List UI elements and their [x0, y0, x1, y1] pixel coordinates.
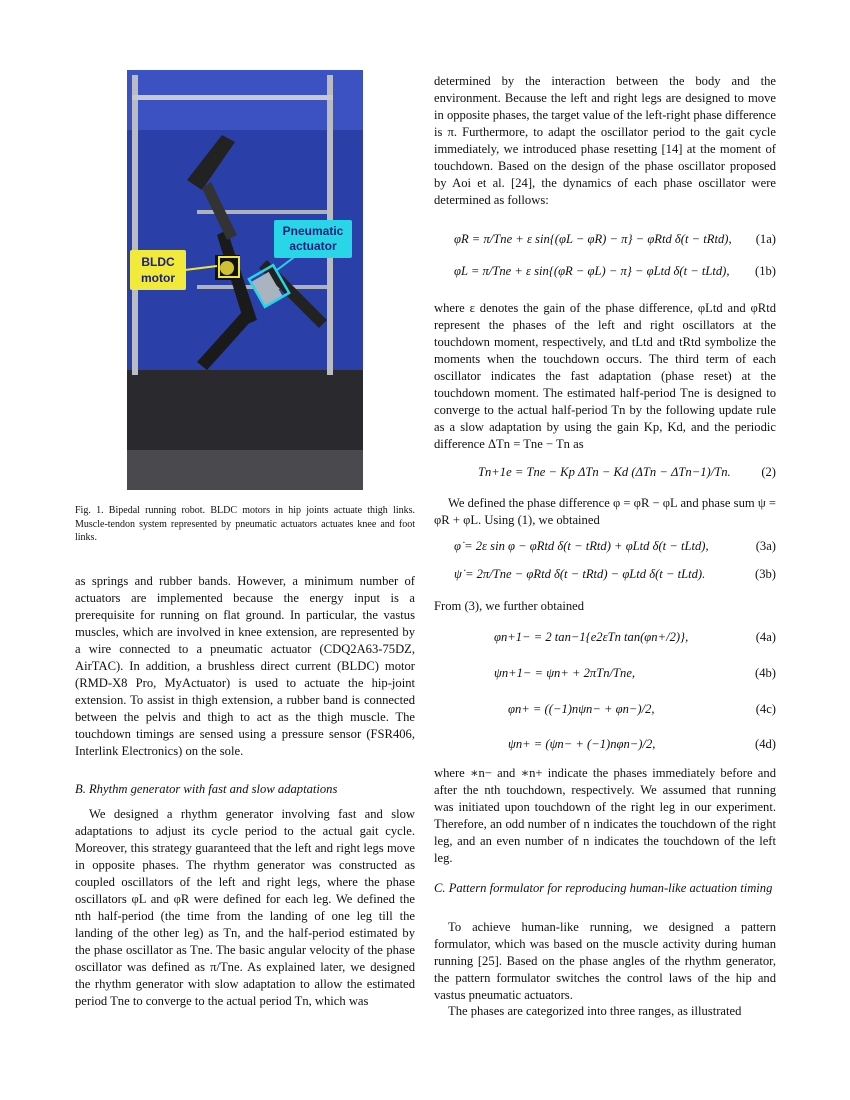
equation-1b-body: φ̇L = π/Tne + ε sin{(φR − φL) − π} − φLtd δ(t − tLtd),: [454, 264, 730, 278]
equation-4d-body: ψn+ = (ψn− + (−1)nφn−)/2,: [508, 737, 656, 751]
robot-photo: [127, 70, 363, 490]
right-paragraph-1: determined by the interaction between the body and the environment. Because the left and right legs are designed to move in opposite phases, the target value of the left-right phase difference is π. Furthermore, to adapt the oscillator period to the gait cycle immediately, we introduced phase resetting [14] at the moment of touchdown. Based on the design of the phase oscillator proposed by Aoi et al. [24], the dynamics of each phase oscillator were determined as follows:: [434, 74, 776, 207]
equation-2-number: (2): [761, 465, 776, 479]
equation-3b-body: ψ̇ = 2π/Tne − φRtd δ(t − tRtd) − φLtd δ(t − tLtd).: [454, 567, 706, 581]
equation-3a-body: φ̇ = 2ε sin φ − φRtd δ(t − tRtd) + φLtd δ(t − tLtd),: [454, 539, 709, 553]
section-c-heading: C. Pattern formulator for reproducing human-like actuation timing: [434, 881, 773, 895]
bldc-label-line2: motor: [141, 271, 175, 285]
equation-4a-body: φn+1− = 2 tan−1{e2εTn tan(φn+/2)},: [494, 630, 689, 644]
equation-4a: [434, 630, 776, 654]
equation-4a-number: (4a): [755, 630, 776, 644]
equation-4c-number: (4c): [755, 702, 776, 716]
right-paragraph-2-wrap: [434, 300, 776, 453]
right-paragraph-5: where ∗n− and ∗n+ indicate the phases immediately before and after the nth touchdown, respectively. We assumed that running was initiated upon touchdown of the right leg in our experiment. Therefore, an odd number of n indicates the touchdown of the right leg, and an even number of n indicates the touchdown of the left leg.: [434, 766, 776, 865]
equation-1b-number: (1b): [755, 264, 776, 278]
equation-4c-body: φn+ = ((−1)nψn− + φn−)/2,: [508, 702, 655, 716]
equation-4d-number: (4d): [755, 737, 776, 751]
pneumatic-label-line2: actuator: [289, 239, 337, 253]
equation-3b: [434, 567, 776, 591]
equation-1a-number: (1a): [755, 232, 776, 246]
left-column-top: [75, 573, 415, 760]
right-paragraph-4-wrap: [434, 598, 776, 615]
right-paragraph-7-wrap: [434, 1003, 776, 1020]
right-paragraph-3-wrap: [434, 495, 776, 529]
right-paragraph-4: From (3), we further obtained: [434, 599, 585, 613]
right-paragraph-1-wrap: [434, 73, 776, 209]
equation-4b-body: ψn+1− = ψn+ + 2πTn/Tne,: [494, 666, 636, 680]
right-paragraph-7: The phases are categorized into three ranges, as illustrated: [448, 1004, 742, 1018]
right-paragraph-5-wrap: [434, 765, 776, 867]
left-column-bottom: [75, 806, 415, 1010]
left-paragraph-2: We designed a rhythm generator involving fast and slow adaptations to adjust its cycle period to the actual gait cycle. Moreover, this strategy guaranteed that the left and right legs move in opposite phases. The rhythm generator was constructed as coupled oscillators of the left and right legs, where the phase oscillators φL and φR were defined for each leg. We defined the nth half-period (the time from the landing of one leg till the landing of the other leg) as Tn, and the half-period estimated by the phase oscillator as Tne. The basic angular velocity of the phase oscillator was defined as π/Tne. As explained later, we designed the rhythm generator with slow adaptation to allow the estimated period Tne to converge to the actual period Tn, which was: [75, 807, 415, 1008]
equation-1a: [434, 232, 776, 256]
right-paragraph-6: To achieve human-like running, we designed a pattern formulator, which was based on the muscle activity during human running [25]. Based on the phase angles of the rhythm generator, the pattern formulator switches the control laws of the hip and vastus pneumatic actuators.: [434, 920, 776, 1002]
equation-1a-body: φ̇R = π/Tne + ε sin{(φL − φR) − π} − φRtd δ(t − tRtd),: [454, 232, 732, 246]
equation-3a-number: (3a): [755, 539, 776, 553]
bldc-label-line1: BLDC: [141, 255, 175, 269]
figure-caption: Fig. 1. Bipedal running robot. BLDC motors in hip joints actuate thigh links. Muscle-tendon system represented by pneumatic actuators actuates knee and foot links.: [75, 505, 415, 543]
section-b-heading: B. Rhythm generator with fast and slow adaptations: [75, 782, 338, 796]
equation-4b-number: (4b): [755, 666, 776, 680]
equation-1b: [434, 264, 776, 288]
equation-4d: [434, 737, 776, 761]
equation-2: [434, 465, 776, 489]
equation-4c: [434, 702, 776, 726]
pneumatic-label-line1: Pneumatic: [282, 224, 344, 238]
right-paragraph-2: where ε denotes the gain of the phase difference, φLtd and φRtd represent the phases of the left and right oscillators at the touchdown moment, respectively, and tLtd and tRtd symbolize the moments when the touchdown occurs. The third term of each oscillator indicates the fast adaptation (phase reset) at the touchdown moment. The estimated half-period Tne is designed to converge to the actual half-period Tn by the following update rule as a slow adaptation by using the gain Kp, Kd, and the periodic difference ΔTn = Tne − Tn as: [434, 301, 776, 451]
equation-3a: [434, 539, 776, 563]
right-paragraph-3: We defined the phase difference φ = φR − φL and phase sum ψ = φR + φL. Using (1), we obtained: [434, 496, 776, 527]
equation-2-body: Tn+1e = Tne − Kp ΔTn − Kd (ΔTn − ΔTn−1)/Tn.: [478, 465, 731, 479]
equation-3b-number: (3b): [755, 567, 776, 581]
right-paragraph-6-wrap: [434, 919, 776, 1004]
equation-4b: [434, 666, 776, 690]
left-paragraph-1: as springs and rubber bands. However, a minimum number of actuators are implemented because the energy input is a prerequisite for running on flat ground. In particular, the vastus muscles, which are involved in knee extension, are represented by a wire connected to a pneumatic actuator (CDQ2A63-75DZ, AirTAC). In addition, a brushless direct current (BLDC) motor (RMD-X8 Pro, MyActuator) is used to actuate the hip-joint extension. To assist in thigh extension, a rubber band is connected between the pelvis and thigh to act as the thigh muscle. The touchdown timings are sensed using a pressure sensor (FSR406, Interlink Electronics) on the sole.: [75, 574, 415, 758]
